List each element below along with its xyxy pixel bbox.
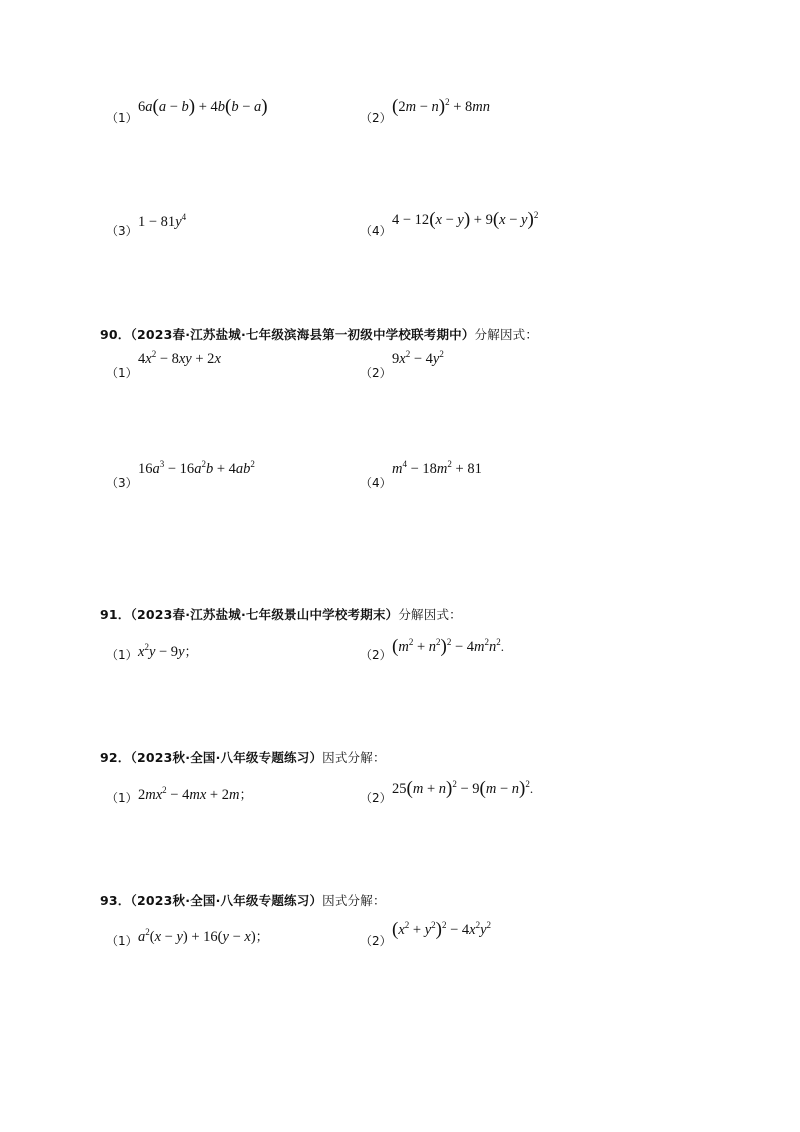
q92-number: 92．	[100, 750, 131, 765]
q92-header	[100, 748, 386, 766]
q92-end: .	[529, 781, 534, 796]
q90-header	[100, 325, 538, 343]
q90-label-4: （4）	[360, 476, 392, 490]
q89-expression-1: 6a(a − b) + 4b(b − a)	[138, 96, 268, 117]
q93-separator: ；	[255, 929, 269, 944]
q90-expression-3: $16a^3 - 16a^2b + 4ab^2$	[138, 459, 255, 477]
q89-label-4: （4）	[360, 224, 392, 238]
q90-source: （2023春·江苏盐城·七年级滨海县第一初级中学校联考期中）	[130, 327, 475, 342]
q89-label-1: （1）	[106, 111, 138, 125]
q91-expression-1: $x^2y - 9y$；	[138, 642, 198, 660]
q90-label-1: （1）	[106, 366, 138, 380]
q90-expression-1: $4x^2 - 8xy + 2x$	[138, 349, 221, 367]
q91-expression-2: $(m^2 + n^2)^2 - 4m^2n^2$.	[392, 636, 504, 657]
q90-label-2: （2）	[360, 366, 392, 380]
q91-end: .	[500, 639, 504, 654]
q89-expression-2: $(2m - n)^2 + 8mn$	[392, 96, 490, 117]
q92-label-2: （2）	[360, 791, 392, 805]
q93-instruction: 因式分解：	[322, 893, 386, 908]
q90-expression-4: $m^4 - 18m^2 + 81$	[392, 459, 482, 477]
q91-label-1: （1）	[106, 648, 138, 662]
q93-label-1: （1）	[106, 934, 138, 948]
q91-number: 91．	[100, 607, 131, 622]
q93-source: （2023秋·全国·八年级专题练习）	[130, 893, 323, 908]
q89-expression-4: $4 - 12(x - y) + 9(x - y)^2$	[392, 209, 539, 230]
q93-label-2: （2）	[360, 934, 392, 948]
q90-number: 90．	[100, 327, 131, 342]
q90-instruction: 分解因式：	[474, 327, 539, 342]
q91-instruction: 分解因式：	[398, 607, 462, 622]
q93-number: 93．	[100, 893, 131, 908]
q92-label-1: （1）	[106, 791, 138, 805]
q92-instruction: 因式分解：	[322, 750, 386, 765]
q93-expression-1: $a^2(x - y) + 16(y - x)$；	[138, 927, 269, 945]
q93-header	[100, 891, 386, 909]
q91-label-2: （2）	[360, 648, 392, 662]
q91-separator: ；	[184, 644, 198, 659]
q90-label-3: （3）	[106, 476, 138, 490]
q89-label-2: （2）	[360, 111, 392, 125]
q89-label-3: （3）	[106, 224, 138, 238]
q91-header	[100, 605, 462, 623]
q93-expression-2: $(x^2 + y^2)^2 - 4x^2y^2$	[392, 919, 492, 940]
q92-separator: ；	[239, 787, 253, 802]
q89-expression-3: $1 - 81y^4$	[138, 212, 187, 230]
q90-expression-2: $9x^2 - 4y^2$	[392, 349, 444, 367]
q92-expression-2: $25(m + n)^2 - 9(m - n)^2$.	[392, 778, 534, 799]
q91-source: （2023春·江苏盐城·七年级景山中学校考期末）	[130, 607, 399, 622]
q92-expression-1: $2mx^2 - 4mx + 2m$；	[138, 785, 253, 803]
q92-source: （2023秋·全国·八年级专题练习）	[130, 750, 323, 765]
